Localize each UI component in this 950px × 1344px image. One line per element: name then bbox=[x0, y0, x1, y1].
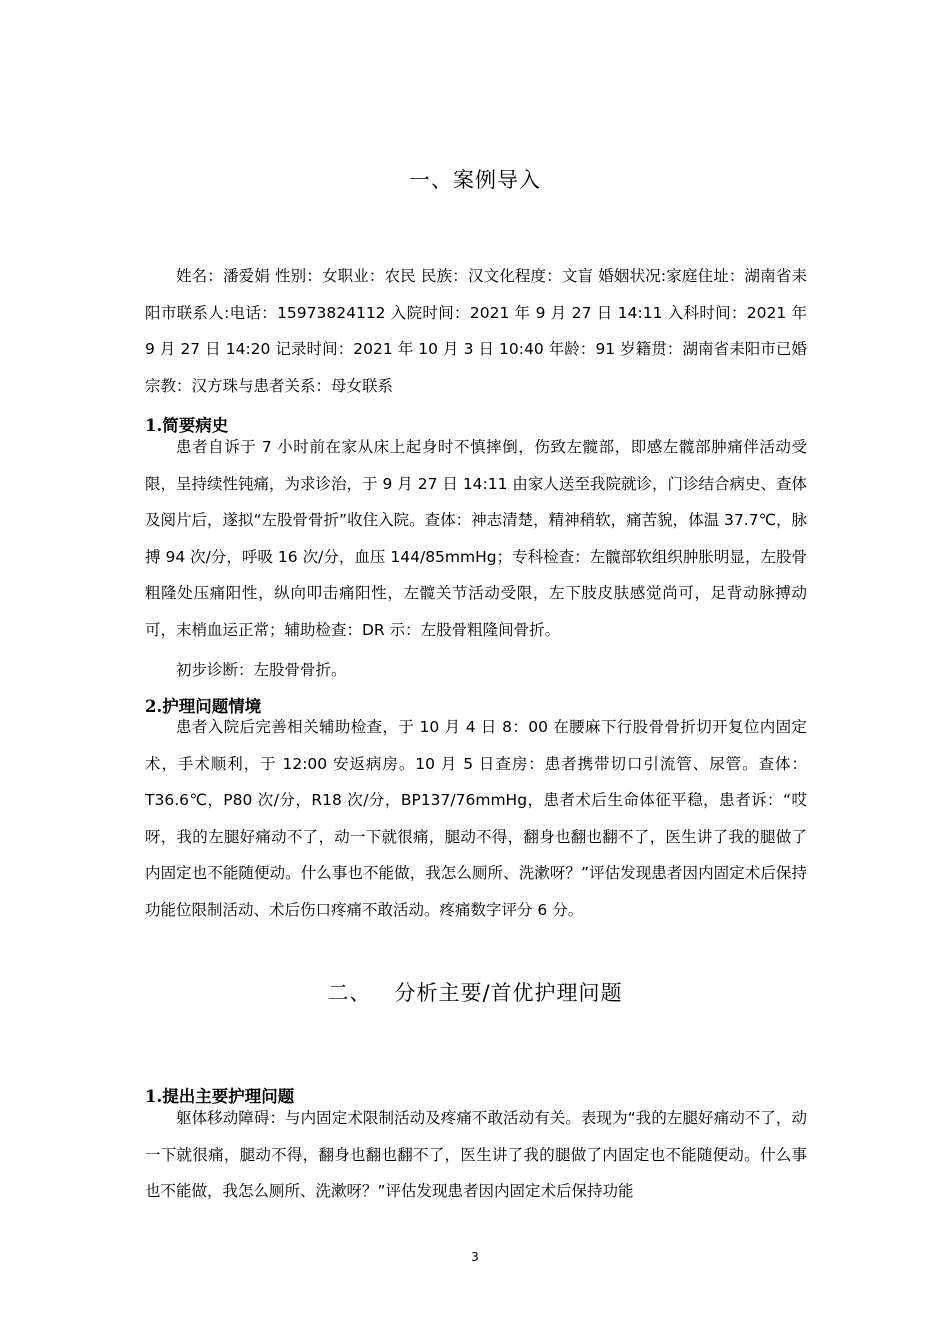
diagnosis-text: 初步诊断：左股骨骨折。 bbox=[176, 661, 347, 679]
main-problem-paragraph: 躯体移动障碍：与内固定术限制活动及疼痛不敢活动有关。表现为“我的左腿好痛动不了，动一下就很痛，腿动不得，翻身也翻也翻不了，医生讲了我的腿做了内固定也不能随便动。什么事也不能做，我怎么厕所、洗漱呀？”评估发现患者因内固定术后保持功能 bbox=[145, 1109, 807, 1201]
main-problem-heading: 1.提出主要护理问题 bbox=[145, 1087, 295, 1106]
section1-title: 一、案例导入 bbox=[409, 168, 541, 192]
nursing-situation-paragraph: 患者入院后完善相关辅助检查，于 10 月 4 日 8：00 在腰麻下行股骨骨折切开复位内固定术，手术顺利，于 12:00 安返病房。10 月 5 日查房：患者携带切口引流管、尿管。查体：T36.6℃，P80 次/分，R18 次/分，BP137/76mmHg，患者术后生命体征平稳，患者诉：“哎呀，我的左腿好痛动不了，动一下就很痛，腿动不得，翻身也翻也翻不了，医生讲了我的腿做了内固定也不能随便动。什么事也不能做，我怎么厕所、洗漱呀？”评估发现患者因内固定术后保持功能位限制活动、术后伤口疼痛不敢活动。疼痛数字评分 6 分。 bbox=[145, 718, 807, 919]
nursing-situation-heading: 2.护理问题情境 bbox=[145, 697, 262, 716]
patient-info-paragraph: 姓名：潘爱娟 性别：女职业：农民 民族：汉文化程度：文盲 婚姻状况:家庭住址：湖南省耒阳市联系人:电话：15973824112 入院时间：2021 年 9 月 27 日 14:11 入科时间：2021 年 9 月 27 日 14:20 记录时间：2021 年 10 月 3 日 10:40 年龄：91 岁籍贯：湖南省耒阳市已婚宗教：汉方珠与患者关系：母女联系 bbox=[145, 267, 807, 395]
page-number: 3 bbox=[471, 1250, 479, 1264]
history-heading: 1.简要病史 bbox=[145, 416, 229, 435]
history-paragraph: 患者自诉于 7 小时前在家从床上起身时不慎摔倒，伤致左髋部，即感左髋部肿痛伴活动受限，呈持续性钝痛，为求诊治，于 9 月 27 日 14:11 由家人送至我院就诊，门诊结合病史、查体及阅片后，遂拟“左股骨骨折”收住入院。查体：神志清楚，精神稍软，痛苦貌，体温 37.7℃，脉搏 94 次/分，呼吸 16 次/分，血压 144/85mmHg；专科检查：左髋部软组织肿胀明显，左股骨粗隆处压痛阳性，纵向叩击痛阳性，左髋关节活动受限，左下肢皮肤感觉尚可，足背动脉搏动可，末梢血运正常；辅助检查：DR 示：左股骨粗隆间骨折。 bbox=[145, 438, 807, 639]
section2-title: 二、 分析主要/首优护理问题 bbox=[327, 981, 623, 1005]
